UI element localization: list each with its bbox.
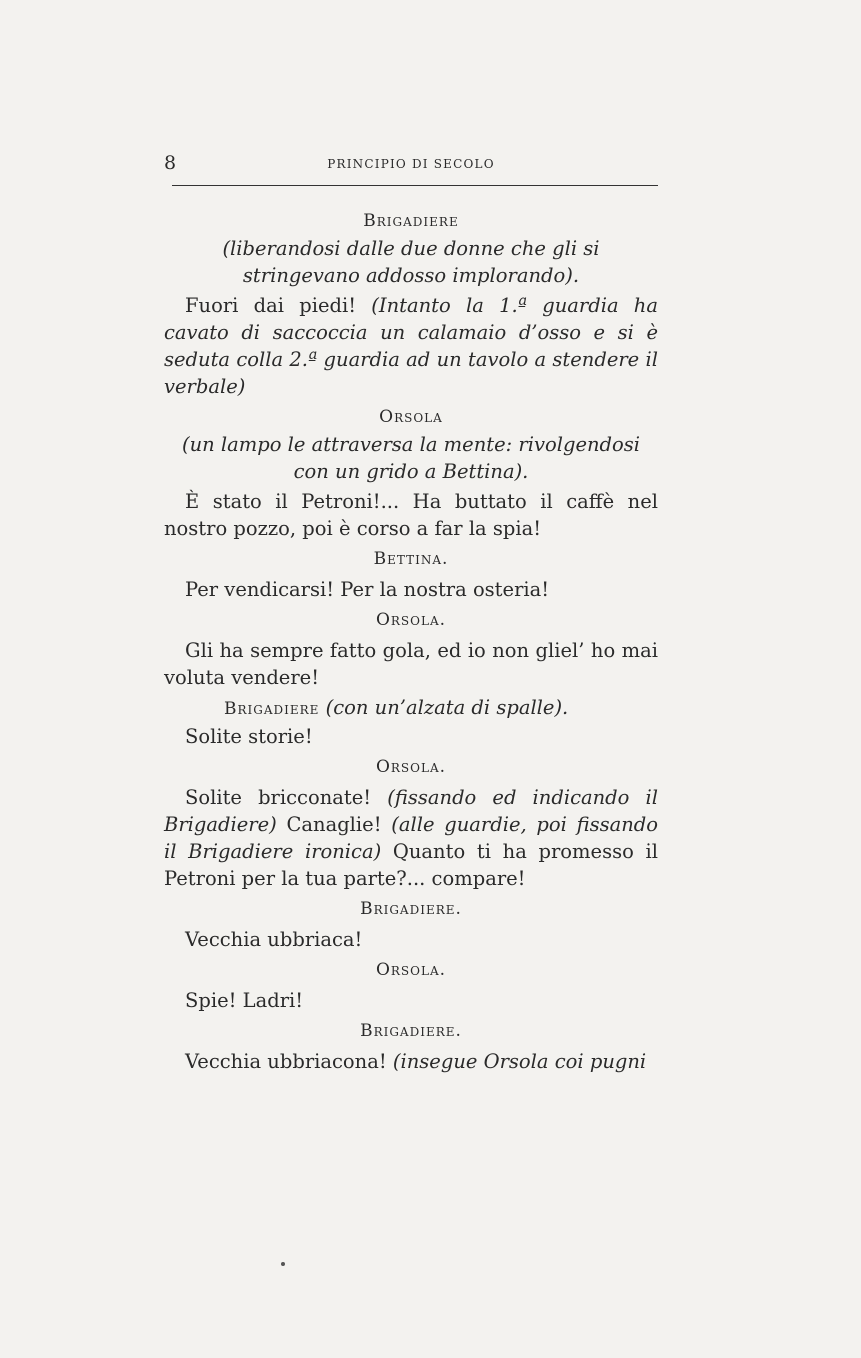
speaker-name: Brigadiere. (360, 1021, 462, 1041)
speech-paragraph (164, 1048, 658, 1075)
speaker-name: Orsola. (375, 757, 447, 777)
stage-direction: (liberandosi dalle due donne che gli si stringevano addosso implorando). (222, 237, 600, 287)
speech-text: Vecchia ubbriacona! (185, 1050, 387, 1073)
stage-direction: (Intanto la 1.ª guardia ha cavato di saccoccia un calamaio d’osso e si è seduta colla 2.ª guardia ad un tavolo a stendere il verbale) (164, 294, 658, 398)
speech-text: Canaglie! (286, 813, 382, 836)
header-rule (172, 185, 658, 186)
speech-paragraph: È stato il Petroni!... Ha buttato il caffè nel nostro pozzo, poi è corso a far la spia! (164, 490, 658, 540)
speaker-name: Bettina. (373, 549, 449, 569)
speaker-name: Orsola. (375, 960, 447, 980)
stage-direction: (fissando ed indicando il Brigadiere) (164, 786, 659, 836)
speech-text: Quanto ti ha promesso il Petroni per la tua parte?... compare! (164, 840, 658, 890)
stage-direction: (con un’alzata di spalle). (325, 696, 569, 719)
speech-paragraph: Per vendicarsi! Per la nostra osteria! (185, 578, 550, 601)
speech-text: Fuori dai piedi! (185, 294, 357, 317)
running-title: PRINCIPIO DI SECOLO (327, 157, 495, 171)
speech-paragraph (164, 292, 658, 400)
speech-text: Solite bricconate! (185, 786, 372, 809)
page-header (164, 152, 658, 176)
ink-speck (281, 1262, 285, 1266)
speaker-name: Brigadiere (363, 211, 459, 231)
speaker-name: Orsola. (375, 610, 447, 630)
speaker-name: Orsola (379, 407, 443, 427)
page-number: 8 (164, 152, 177, 174)
speech-paragraph: Solite storie! (185, 725, 313, 748)
speech-paragraph: Gli ha sempre fatto gola, ed io non gliel’ ho mai voluta vendere! (164, 639, 658, 689)
speech-paragraph: Spie! Ladri! (185, 989, 304, 1012)
speech-paragraph: Vecchia ubbriaca! (185, 928, 363, 951)
stage-direction: (un lampo le attraversa la mente: rivolgendosi con un grido a Bettina). (181, 433, 641, 483)
stage-direction: (insegue Orsola coi pugni (392, 1050, 647, 1073)
stage-direction: (alle guardie, poi fissando il Brigadiere ironica) (164, 813, 659, 863)
speaker-name: Brigadiere (224, 699, 320, 719)
play-text (164, 208, 658, 1075)
speech-paragraph (164, 784, 658, 892)
speaker-name: Brigadiere. (360, 899, 462, 919)
speaker-line (164, 694, 658, 723)
